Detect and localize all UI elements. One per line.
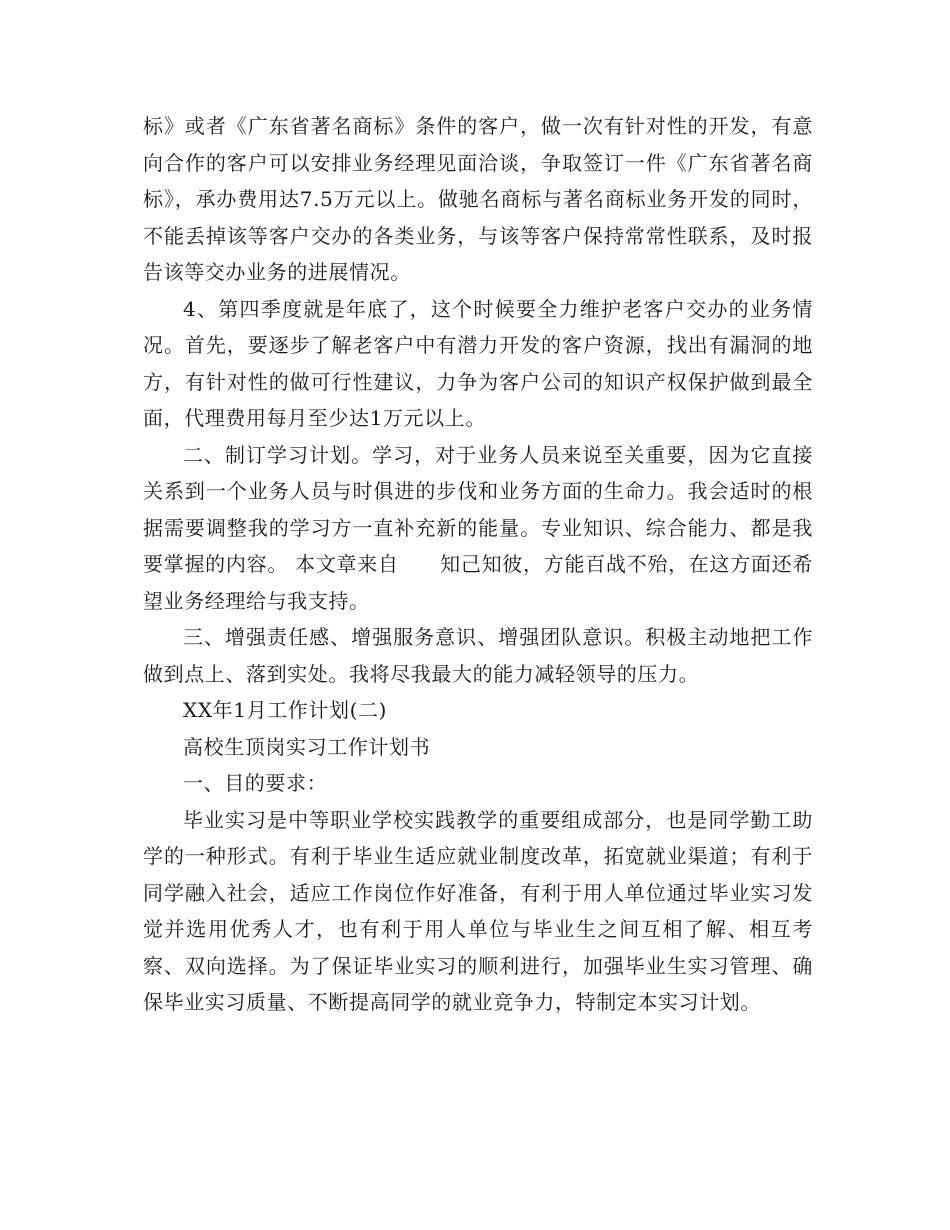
document-subtitle: 高校生顶岗实习工作计划书 — [183, 734, 431, 759]
paragraph-fourth-quarter: 4、第四季度就是年底了，这个时候要全力维护老客户交办的业务情况。首先，要逐步了解老客户中有潜力开发的客户资源，找出有漏洞的地方，有针对性的做可行性建议，力争为客户公司的知识产权保护做到最全面，代理费用每月至少达1万元以上。 — [143, 296, 813, 430]
paragraph-study-plan: 二、制订学习计划。学习，对于业务人员来说至关重要，因为它直接关系到一个业务人员与时俱进的步伐和业务方面的生命力。我会适时的根据需要调整我的学习方一直补充新的能量。专业知识、综合能力、都是我要掌握的内容。 本文章来自 知己知彼，方能百战不殆，在这方面还希望业务经理给与我支持。 — [143, 442, 813, 613]
paragraph-internship-purpose: 毕业实习是中等职业学校实践教学的重要组成部分，也是同学勤工助学的一种形式。有利于毕业生适应就业制度改革，拓宽就业渠道；有利于同学融入社会，适应工作岗位作好准备，有利于用人单位通过毕业实习发觉并选用优秀人才，也有利于用人单位与毕业生之间互相了解、相互考察、双向选择。为了保证毕业实习的顺利进行，加强毕业生实习管理、确保毕业实习质量、不断提高同学的就业竞争力，特制定本实习计划。 — [143, 807, 813, 1014]
section-title: XX年1月工作计划(二) — [183, 698, 388, 722]
document-body — [143, 108, 813, 1021]
paragraph-responsibility: 三、增强责任感、增强服务意识、增强团队意识。积极主动地把工作做到点上、落到实处。我将尽我最大的能力减轻领导的压力。 — [143, 625, 813, 686]
paragraph-continuation: 标》或者《广东省著名商标》条件的客户，做一次有针对性的开发，有意向合作的客户可以安排业务经理见面洽谈，争取签订一件《广东省著名商标》，承办费用达7.5万元以上。做驰名商标与著名商标业务开发的同时，不能丢掉该等客户交办的各类业务，与该等客户保持常常性联系，及时报告该等交办业务的进展情况。 — [143, 114, 813, 284]
section-heading-goals: 一、目的要求： — [183, 771, 328, 795]
